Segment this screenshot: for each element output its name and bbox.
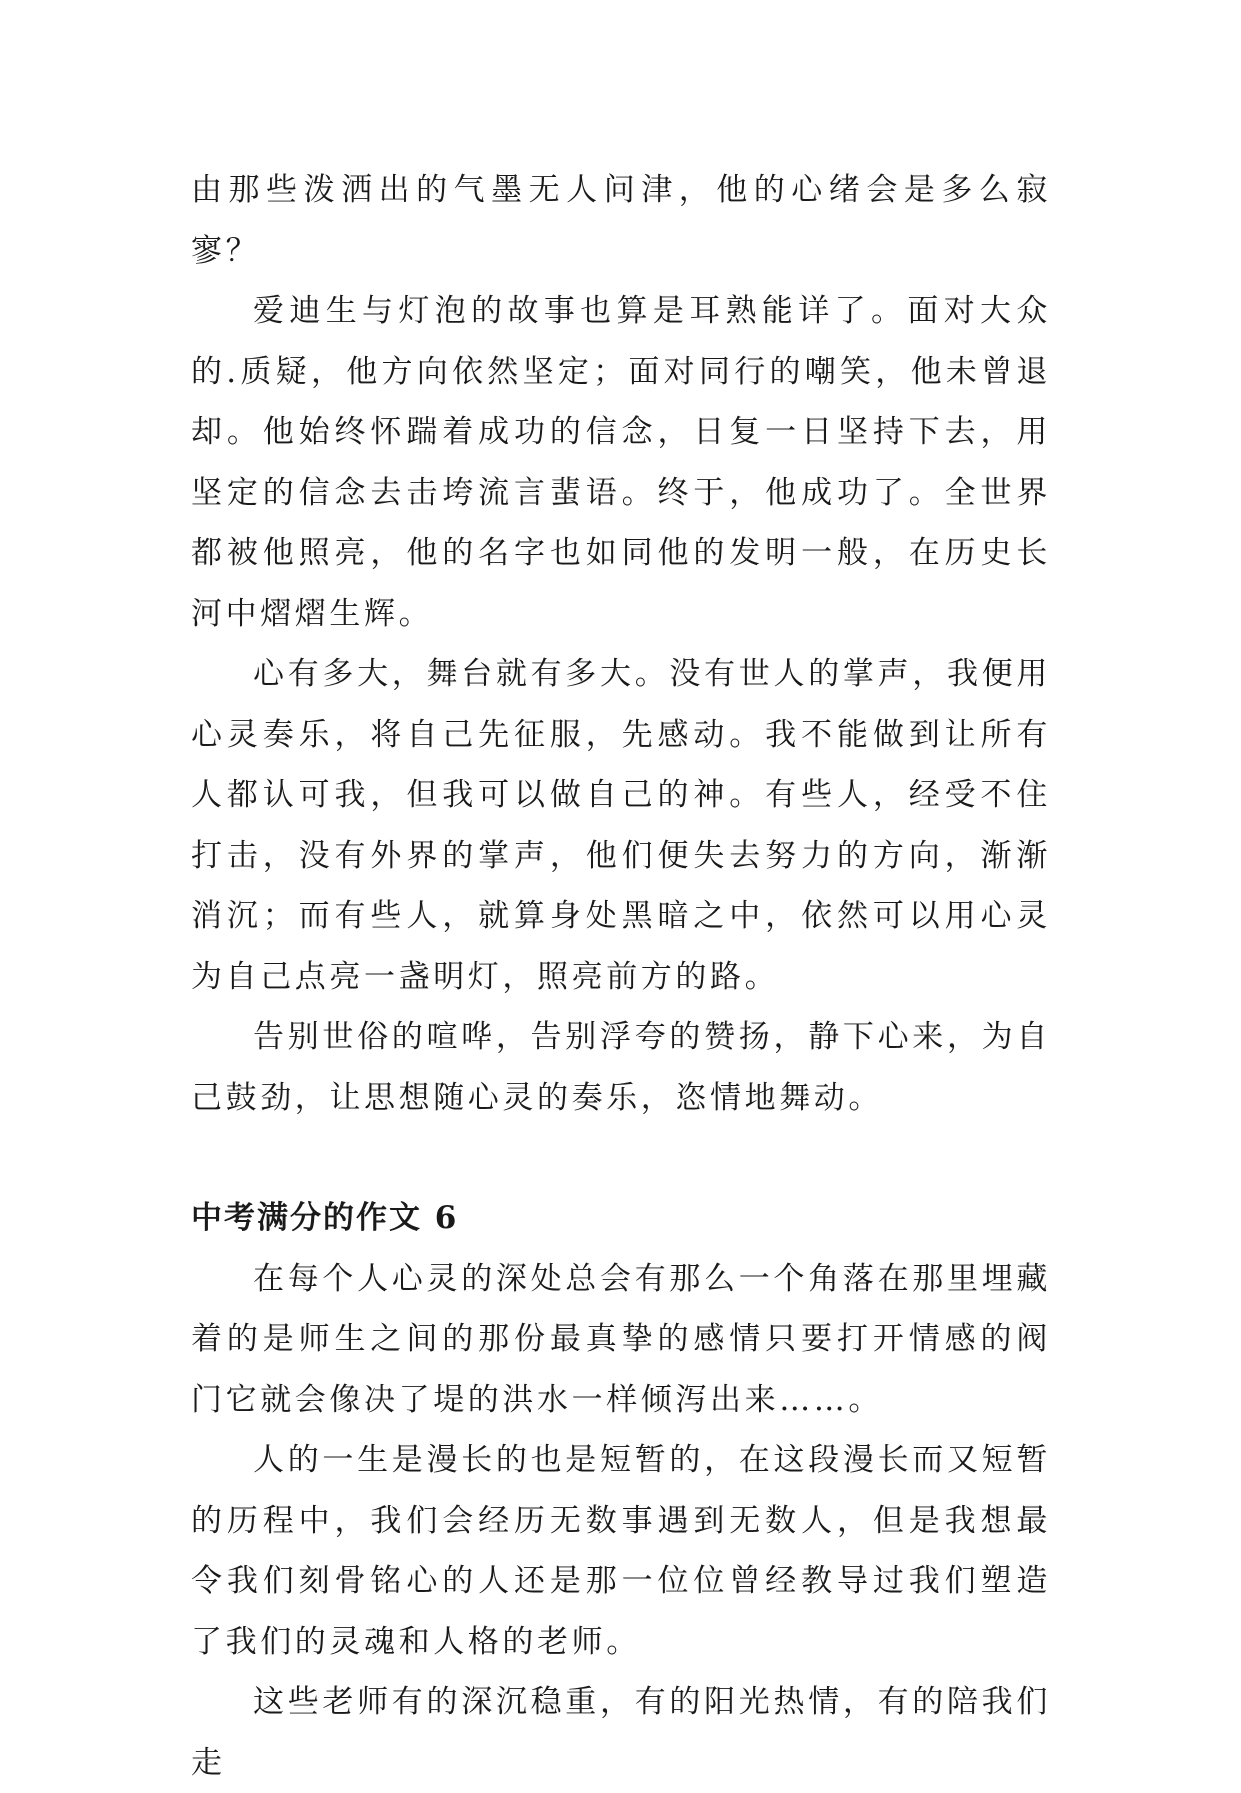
paragraph: 心有多大，舞台就有多大。没有世人的掌声，我便用心灵奏乐，将自己先征服，先感动。我不能做到让所有人都认可我，但我可以做自己的神。有些人，经受不住打击，没有外界的掌声，他们便失去努力的方向，渐渐消沉；而有些人，就算身处黑暗之中，依然可以用心灵为自己点亮一盏明灯，照亮前方的路。 [191,656,1051,995]
paragraph: 告别世俗的喧哗，告别浮夸的赞扬，静下心来，为自己鼓劲，让思想随心灵的奏乐，恣情地舞动。 [191,1019,1051,1116]
paragraph: 这些老师有的深沉稳重，有的阳光热情，有的陪我们走 [191,1684,1051,1781]
paragraph: 爱迪生与灯泡的故事也算是耳熟能详了。面对大众的.质疑，他方向依然坚定；面对同行的嘲笑，他未曾退却。他始终怀踹着成功的信念，日复一日坚持下去，用坚定的信念去击垮流言蜚语。终于，他成功了。全世界都被他照亮，他的名字也如同他的发明一般，在历史长河中熠熠生辉。 [191,293,1051,632]
section-title: 中考满分的作文 6 [191,1200,459,1236]
paragraph: 人的一生是漫长的也是短暂的，在这段漫长而又短暂的历程中，我们会经历无数事遇到无数人，但是我想最令我们刻骨铭心的人还是那一位位曾经教导过我们塑造了我们的灵魂和人格的老师。 [191,1442,1051,1660]
paragraph: 由那些泼洒出的气墨无人问津，他的心绪会是多么寂寥？ [191,172,1051,269]
paragraph: 在每个人心灵的深处总会有那么一个角落在那里埋藏着的是师生之间的那份最真挚的感情只要打开情感的阀门它就会像决了堤的洪水一样倾泻出来……。 [191,1260,1051,1418]
document-page [191,160,1051,1793]
